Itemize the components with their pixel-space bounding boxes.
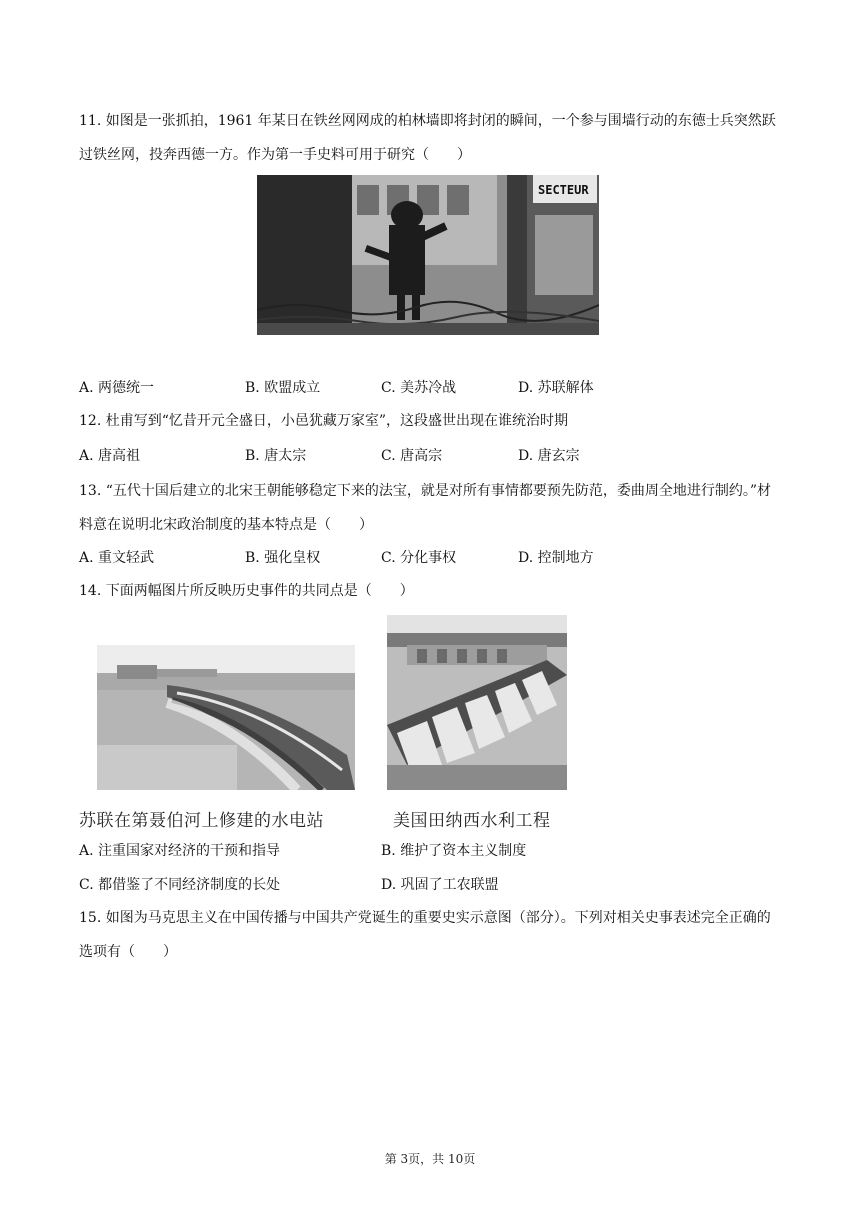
dnieper-dam-photo-graphic [97, 645, 355, 790]
option-d[interactable]: D. 巩固了工农联盟 [381, 877, 499, 893]
tennessee-dam-photo [387, 615, 567, 790]
berlin-wall-photo-graphic [257, 175, 599, 335]
question-14 [79, 574, 784, 608]
option-a[interactable]: A. 注重国家对经济的干预和指导 [79, 843, 281, 859]
question-11-options [79, 377, 784, 399]
page-footer: 第 3页，共 10页 [384, 1152, 476, 1166]
option-d[interactable]: D. 控制地方 [518, 550, 594, 566]
tennessee-dam-photo-graphic [387, 615, 567, 790]
question-12-stem: 12. 杜甫写到“忆昔开元全盛日，小邑犹藏万家室”，这段盛世出现在谁统治时期 [79, 413, 569, 429]
question-15 [79, 901, 784, 969]
sign-text: SECTEUR [538, 183, 589, 197]
option-a[interactable]: A. 重文轻武 [79, 550, 155, 566]
option-b[interactable]: B. 唐太宗 [245, 448, 307, 464]
option-c[interactable]: C. 唐高宗 [381, 448, 443, 464]
option-a[interactable]: A. 两德统一 [79, 380, 155, 396]
option-a[interactable]: A. 唐高祖 [79, 448, 141, 464]
option-b[interactable]: B. 强化皇权 [245, 550, 321, 566]
question-12-options [79, 445, 784, 467]
option-d[interactable]: D. 唐玄宗 [518, 448, 580, 464]
question-13-options [79, 547, 784, 569]
question-11-stem: 11. 如图是一张抓拍，1961 年某日在铁丝网网成的柏林墙即将封闭的瞬间，一个参与围墙行动的东德士兵突然跃过铁丝网，投奔西德一方。作为第一手史料可用于研究（ ） [79, 113, 776, 163]
question-11 [79, 104, 784, 172]
caption-tennessee: 美国田纳西水利工程 [393, 811, 551, 831]
question-14-options-row2 [79, 874, 784, 896]
option-c[interactable]: C. 美苏冷战 [381, 380, 457, 396]
question-14-stem: 14. 下面两幅图片所反映历史事件的共同点是（ ） [79, 583, 414, 599]
option-b[interactable]: B. 维护了资本主义制度 [381, 843, 527, 859]
question-12 [79, 404, 784, 438]
option-c[interactable]: C. 都借鉴了不同经济制度的长处 [79, 877, 281, 893]
option-b[interactable]: B. 欧盟成立 [245, 380, 321, 396]
question-13 [79, 474, 784, 542]
option-c[interactable]: C. 分化事权 [381, 550, 457, 566]
option-d[interactable]: D. 苏联解体 [518, 380, 594, 396]
dnieper-dam-photo [97, 645, 355, 790]
question-15-stem: 15. 如图为马克思主义在中国传播与中国共产党诞生的重要史实示意图（部分）。下列对相关史事表述完全正确的选项有（ ） [79, 910, 771, 960]
berlin-wall-photo [257, 175, 599, 335]
question-14-options-row1 [79, 840, 784, 862]
question-13-stem: 13. “五代十国后建立的北宋王朝能够稳定下来的法宝，就是对所有事情都要预先防范，委曲周全地进行制约。”材料意在说明北宋政治制度的基本特点是（ ） [79, 483, 772, 533]
caption-dnieper-dam: 苏联在第聂伯河上修建的水电站 [79, 811, 324, 831]
